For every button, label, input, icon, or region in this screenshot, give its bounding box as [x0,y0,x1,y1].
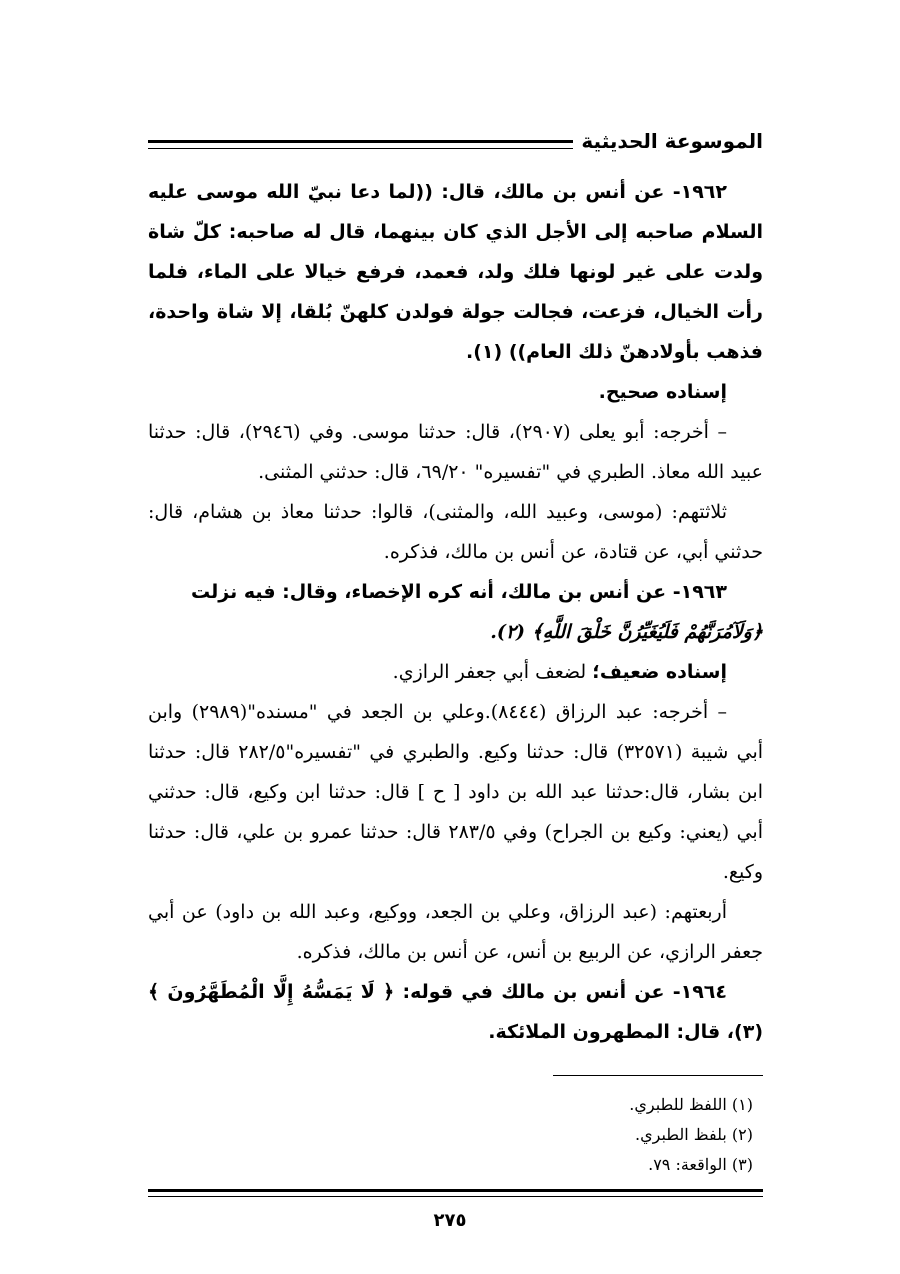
footnotes [148,1090,753,1180]
bottom-rule [148,1189,763,1197]
hadith-1963: ١٩٦٣- عن أنس بن مالك، أنه كره الإخصاء، وقال: فيه نزلت [191,581,727,603]
takhrij-1963-b: أربعتهم: (عبد الرزاق، وعلي بن الجعد، ووكيع، وعبد الله بن داود) عن أبي جعفر الرازي، عن الربيع بن أنس، عن أنس بن مالك، فذكره. [148,901,763,963]
isnad-grade-1963 [148,652,763,692]
page-number: ٢٧٥ [433,1210,467,1231]
isnad-grade-reason: لضعف أبي جعفر الرازي. [392,661,593,683]
hadith-1964: ١٩٦٤- عن أنس بن مالك في قوله: ﴿ لَا يَمَسُّهُ إِلَّا الْمُطَهَّرُونَ ﴾(٣)، قال: المطهرون الملائكة. [148,981,763,1043]
takhrij-1962-b: ثلاثتهم: (موسى، وعبيد الله، والمثنى)، قالوا: حدثنا معاذ بن هشام، قال: حدثني أبي، عن قتادة، عن أنس بن مالك، فذكره. [148,501,763,563]
hadith-1962: ١٩٦٢- عن أنس بن مالك، قال: ((لما دعا نبيّ الله موسى عليه السلام صاحبه إلى الأجل الذي كان بينهما، قال له صاحبه: كلّ شاة ولدت على غير لونها فلك ولد، فعمد، فرفع خيالا على الماء، فلما رأت الخيال، فزعت، فجالت جولة فولدن كلهنّ بُلقا، إلا شاة واحدة، فذهب بأولادهنّ ذلك العام)) (١). [148,181,763,363]
footnote-2: (٢) بلفظ الطبري. [635,1125,753,1144]
takhrij-1962-a: – أخرجه: أبو يعلى (٢٩٠٧)، قال: حدثنا موسى. وفي (٢٩٤٦)، قال: حدثنا عبيد الله معاذ. الطبري في "تفسيره" ٦٩/٢٠، قال: حدثني المثنى. [148,421,763,483]
page-body [148,172,763,1052]
isnad-grade-1962: إسناده صحيح. [598,381,727,403]
isnad-grade-label: إسناده ضعيف؛ [592,661,727,683]
footnote-1: (١) اللفظ للطبري. [629,1095,753,1114]
running-header [148,126,763,156]
quran-verse-1963: ﴿وَلَآمُرَنَّهُمْ فَلَيُغَيِّرُنَّ خَلْقَ اللَّهِ﴾ (٢). [490,621,763,643]
footnote-separator [553,1075,763,1076]
running-header-title: الموسوعة الحديثية [573,126,763,156]
footnote-3: (٣) الواقعة: ٧٩. [648,1155,753,1174]
takhrij-1963-a: – أخرجه: عبد الرزاق (٨٤٤٤).وعلي بن الجعد في "مسنده"(٢٩٨٩) وابن أبي شيبة (٣٢٥٧١) قال: حدثنا وكيع. والطبري في "تفسيره"٢٨٢/٥ قال: حدثنا ابن بشار، قال:حدثنا عبد الله بن داود [ ح ] قال: حدثنا ابن وكيع، قال: حدثني أبي (يعني: وكيع بن الجراح) وفي ٢٨٣/٥ قال: حدثنا عمرو بن علي، قال: حدثنا وكيع. [148,701,764,883]
